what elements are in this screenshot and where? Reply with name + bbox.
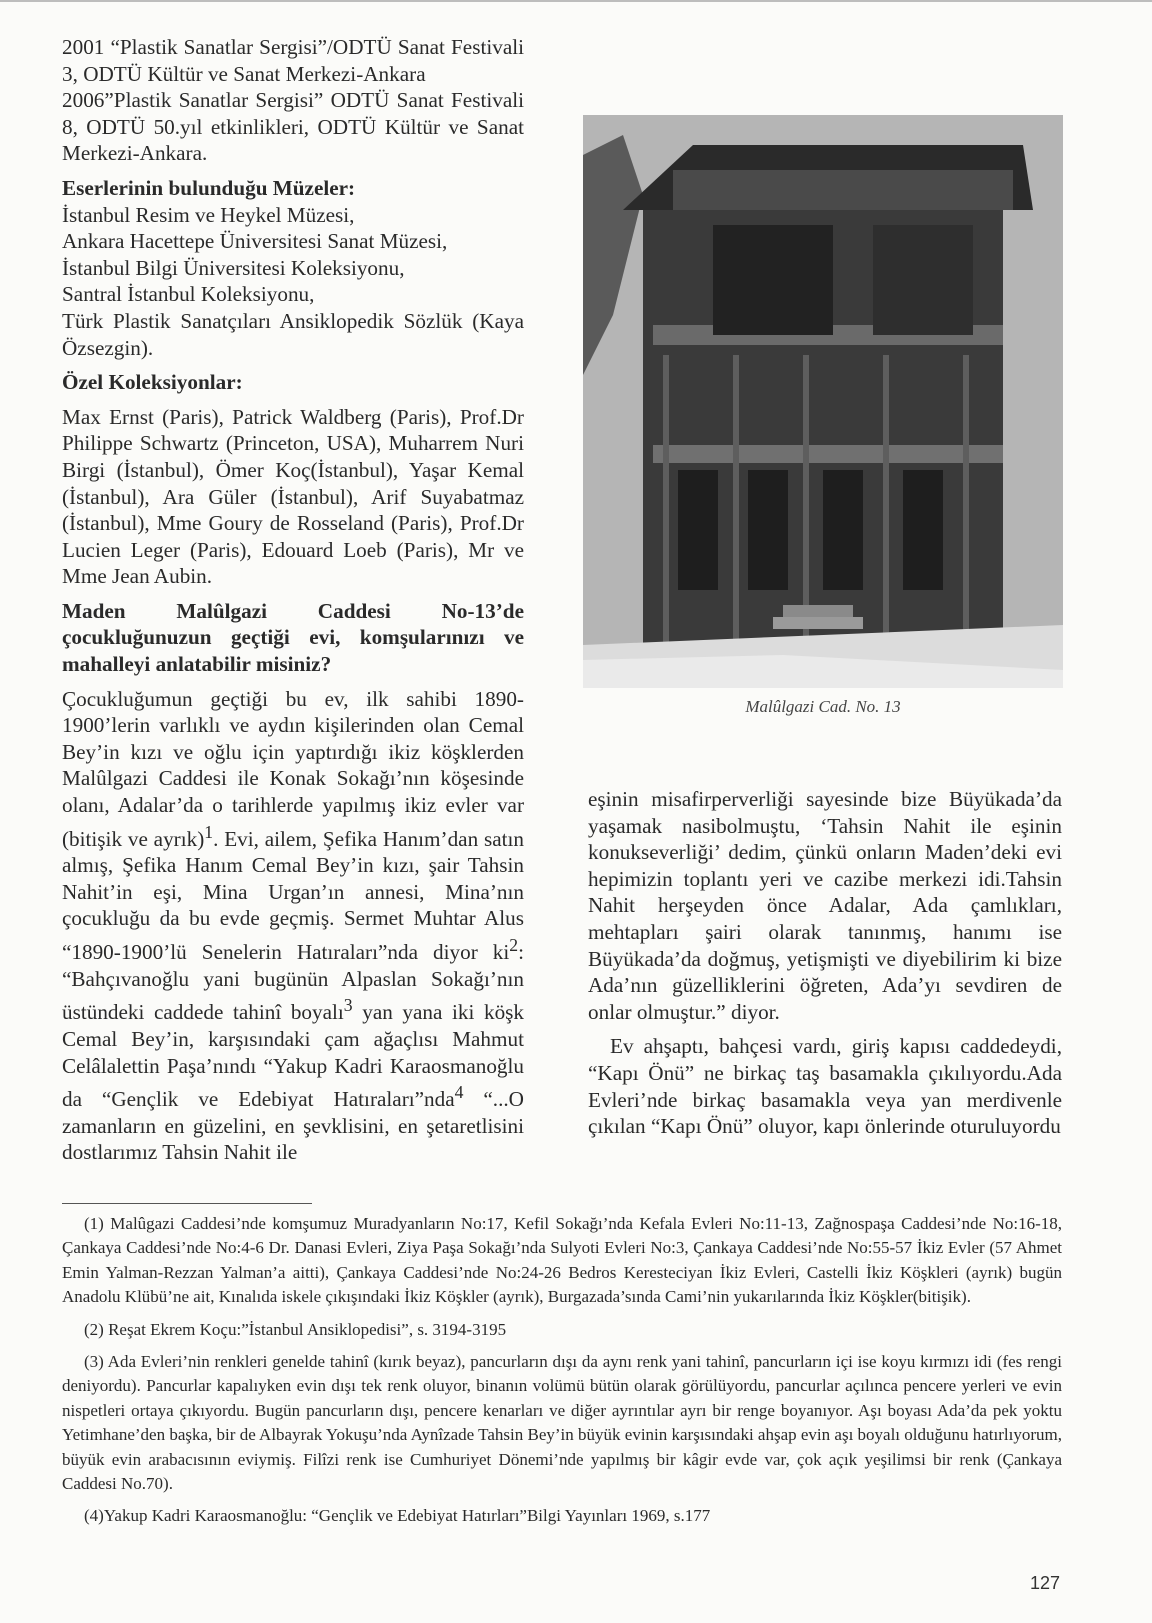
museums-heading: Eserlerinin bulunduğu Müzeler: <box>62 175 356 200</box>
exhibition-2001: 2001 “Plastik Sanatlar Sergisi”/ODTÜ Sanat Festivali 3, ODTÜ Kültür ve Sanat Merkezi-Ankara <box>62 35 524 86</box>
footnote-2: (2) Reşat Ekrem Koçu:”İstanbul Ansiklopedisi”, s. 3194-3195 <box>84 1319 507 1339</box>
museum-item: İstanbul Bilgi Üniversitesi Koleksiyonu, <box>62 255 405 280</box>
footnote-ref-1: 1 <box>204 821 214 842</box>
footnotes <box>62 1212 1062 1537</box>
museum-item: Türk Plastik Sanatçıları Ansiklopedik Sözlük (Kaya Özsezgin). <box>62 308 524 360</box>
house-photo <box>583 115 1063 688</box>
footnote-ref-4: 4 <box>454 1082 464 1103</box>
photo-caption: Malûlgazi Cad. No. 13 <box>745 697 901 716</box>
left-column <box>62 34 524 1166</box>
right-column <box>588 786 1062 1140</box>
footnote-4: (4)Yakup Kadri Karaosmanoğlu: “Gençlik ve Edebiyat Hatırları”Bilgi Yayınları 1969, s.177 <box>84 1506 711 1526</box>
right-paragraph-2: Ev ahşaptı, bahçesi vardı, giriş kapısı caddedeydi, “Kapı Önü” ne birkaç taş basamakla çıkılıyordu.Ada Evleri’nde birkaç basamakla veya yan merdivenle çıkılan “Kapı Önü” oluyor, kapı önlerinde oturuluyordu <box>588 1034 1062 1139</box>
collections-list: Max Ernst (Paris), Patrick Waldberg (Paris), Prof.Dr Philippe Schwartz (Princeton, USA), Muharrem Nuri Birgi (İstanbul), Ömer Koç(İstanbul), Yaşar Kemal (İstanbul), Ara Güler (İstanbul), Arif Suyabatmaz (İstanbul), Mme Goury de Rosseland (Paris), Prof.Dr Lucien Leger (Paris), Edouard Loeb (Paris), Mr ve Mme Jean Aubin. <box>62 404 524 589</box>
interview-question: Maden Malûlgazi Caddesi No-13’de çocukluğunuzun geçtiği evi, komşularınızı ve mahalleyi anlatabilir misiniz? <box>62 598 524 677</box>
collections-heading: Özel Koleksiyonlar: <box>62 370 243 395</box>
museum-item: İstanbul Resim ve Heykel Müzesi, <box>62 202 355 227</box>
exhibition-2006: 2006”Plastik Sanatlar Sergisi” ODTÜ Sanat Festivali 8, ODTÜ 50.yıl etkinlikleri, ODTÜ Kültür ve Sanat Merkezi-Ankara. <box>62 88 524 166</box>
museum-item: Santral İstanbul Koleksiyonu, <box>62 282 315 307</box>
footnote-ref-3: 3 <box>343 995 353 1016</box>
right-paragraph-1: eşinin misafirperverliği sayesinde bize Büyükada’da yaşamak nasibolmuştu, ‘Tahsin Nahit ile eşinin konukseverliği’ dedim, çünkü onların Maden’deki evi hepimizin toplantı yeri ve cazibe merkezi idi.Tahsin Nahit herşeyden önce Adalar, Ada çamlıkları, mehtapları şairi olarak tanınmış, hanımı ise Büyükada’da doğmuş, yetişmişti ve diyebilirim ki bize Ada’nın güzelliklerini öğreten, Ada’yı sevdiren de onlar olmuştur.” diyor. <box>588 787 1062 1024</box>
house-illustration <box>583 115 1063 688</box>
footnote-3: (3) Ada Evleri’nin renkleri genelde tahinî (kırık beyaz), pancurların dışı da aynı renk yani tahinî, pancurların içi ise koyu kırmızı idi (fes rengi deniyordu). Pancurlar kapalıyken evin dışı tek renk oluyor, binanın volümü bütün olarak görülüyordu, pancurlar açılınca pencere yerleri ve evin nispetleri ortaya çıkıyordu. Bugün pancurların dışı, pencere kenarları ve diğer ayrıntılar ayrı bir renge boyanıyor. Aşı boyası Ada’da pek yoktu Yetimhane’den başka, bir de Albayrak Yokuşu’nda Aynîzade Tahsin Bey’in büyük evinin karşısındaki ahşap evin aşı boyalı olduğunu hatırlıyorum, büyük evin arabacısının eviymiş. Filîzi renk ise Cumhuriyet Dönemi’nde yapılmış bir kâgir evde var, çok açık yeşilimsi bir renk (Çankaya Caddesi No.70). <box>62 1352 1062 1494</box>
page-number: 127 <box>1030 1573 1061 1593</box>
top-rule <box>0 0 1152 2</box>
footnote-ref-2: 2 <box>509 935 519 956</box>
interview-answer: Çocukluğumun geçtiği bu ev, ilk sahibi 1890-1900’lerin varlıklı ve aydın kişilerinden olan Cemal Bey’in kızı ve oğlu için yaptırdığı ikiz köşklerden Malûlgazi Caddesi ile Konak Sokağı’nın köşesinde olanı, Adalar’da o tarihlerde yapılmış ikiz evler var (bitişik ve ayrık)$^1$. Evi, ailem, Şefika Hanım’dan satın almış, Şefika Hanım Cemal Bey’in kızı, şair Tahsin Nahit’in eşi, Mina Urgan’ın annesi, Mina’nın çocukluğu da bu evde geçmiş. Sermet Muhtar Alus “1890-1900’lü Senelerin Hatıraları”nda diyor $ki^2$: “Bahçıvanoğlu yani bugünün Alpaslan Sokağı’nın üstündeki caddede tahinî boyalı$^3$ yan yana iki köşk Cemal Bey’in, karşısındaki çam ağaçlısı Mahmut Celâlalettin Paşa’nındı “Yakup Kadri Karaosmanoğlu da “Gençlik ve Edebiyat Hatıraları”nda$^4$ “...O zamanların en güzelini, en şevklisini, en şetaretlisini dostlarımız Tahsin Nahit ile <box>62 686 524 1165</box>
museum-item: Ankara Hacettepe Üniversitesi Sanat Müzesi, <box>62 229 448 254</box>
footnote-divider <box>62 1203 312 1204</box>
footnote-1: (1) Malûgazi Caddesi’nde komşumuz Muradyanların No:17, Kefil Sokağı’nda Kefala Evleri No:11-13, Zağnospaşa Caddesi’nde No:16-18, Çankaya Caddesi’nde No:4-6 Dr. Danasi Evleri, Ziya Paşa Sokağı’nda Sulyoti Evleri No:3, Çankaya Caddesi’nde No:55-57 İkiz Evler (57 Ahmet Emin Yalman-Rezzan Yalman’a aitti), Çankaya Caddesi’nde No:24-26 Bedros Keresteciyan İkiz Evleri, Castelli İkiz Köşkleri (ayrık) bugün Anadolu Klübü’ne ait, Kınalıda iskele çıkışındaki İkiz Köşkler (ayrık), Burgazada’sında Cami’nin yukarılarında İkiz Köşkler(bitişik). <box>62 1214 1062 1307</box>
